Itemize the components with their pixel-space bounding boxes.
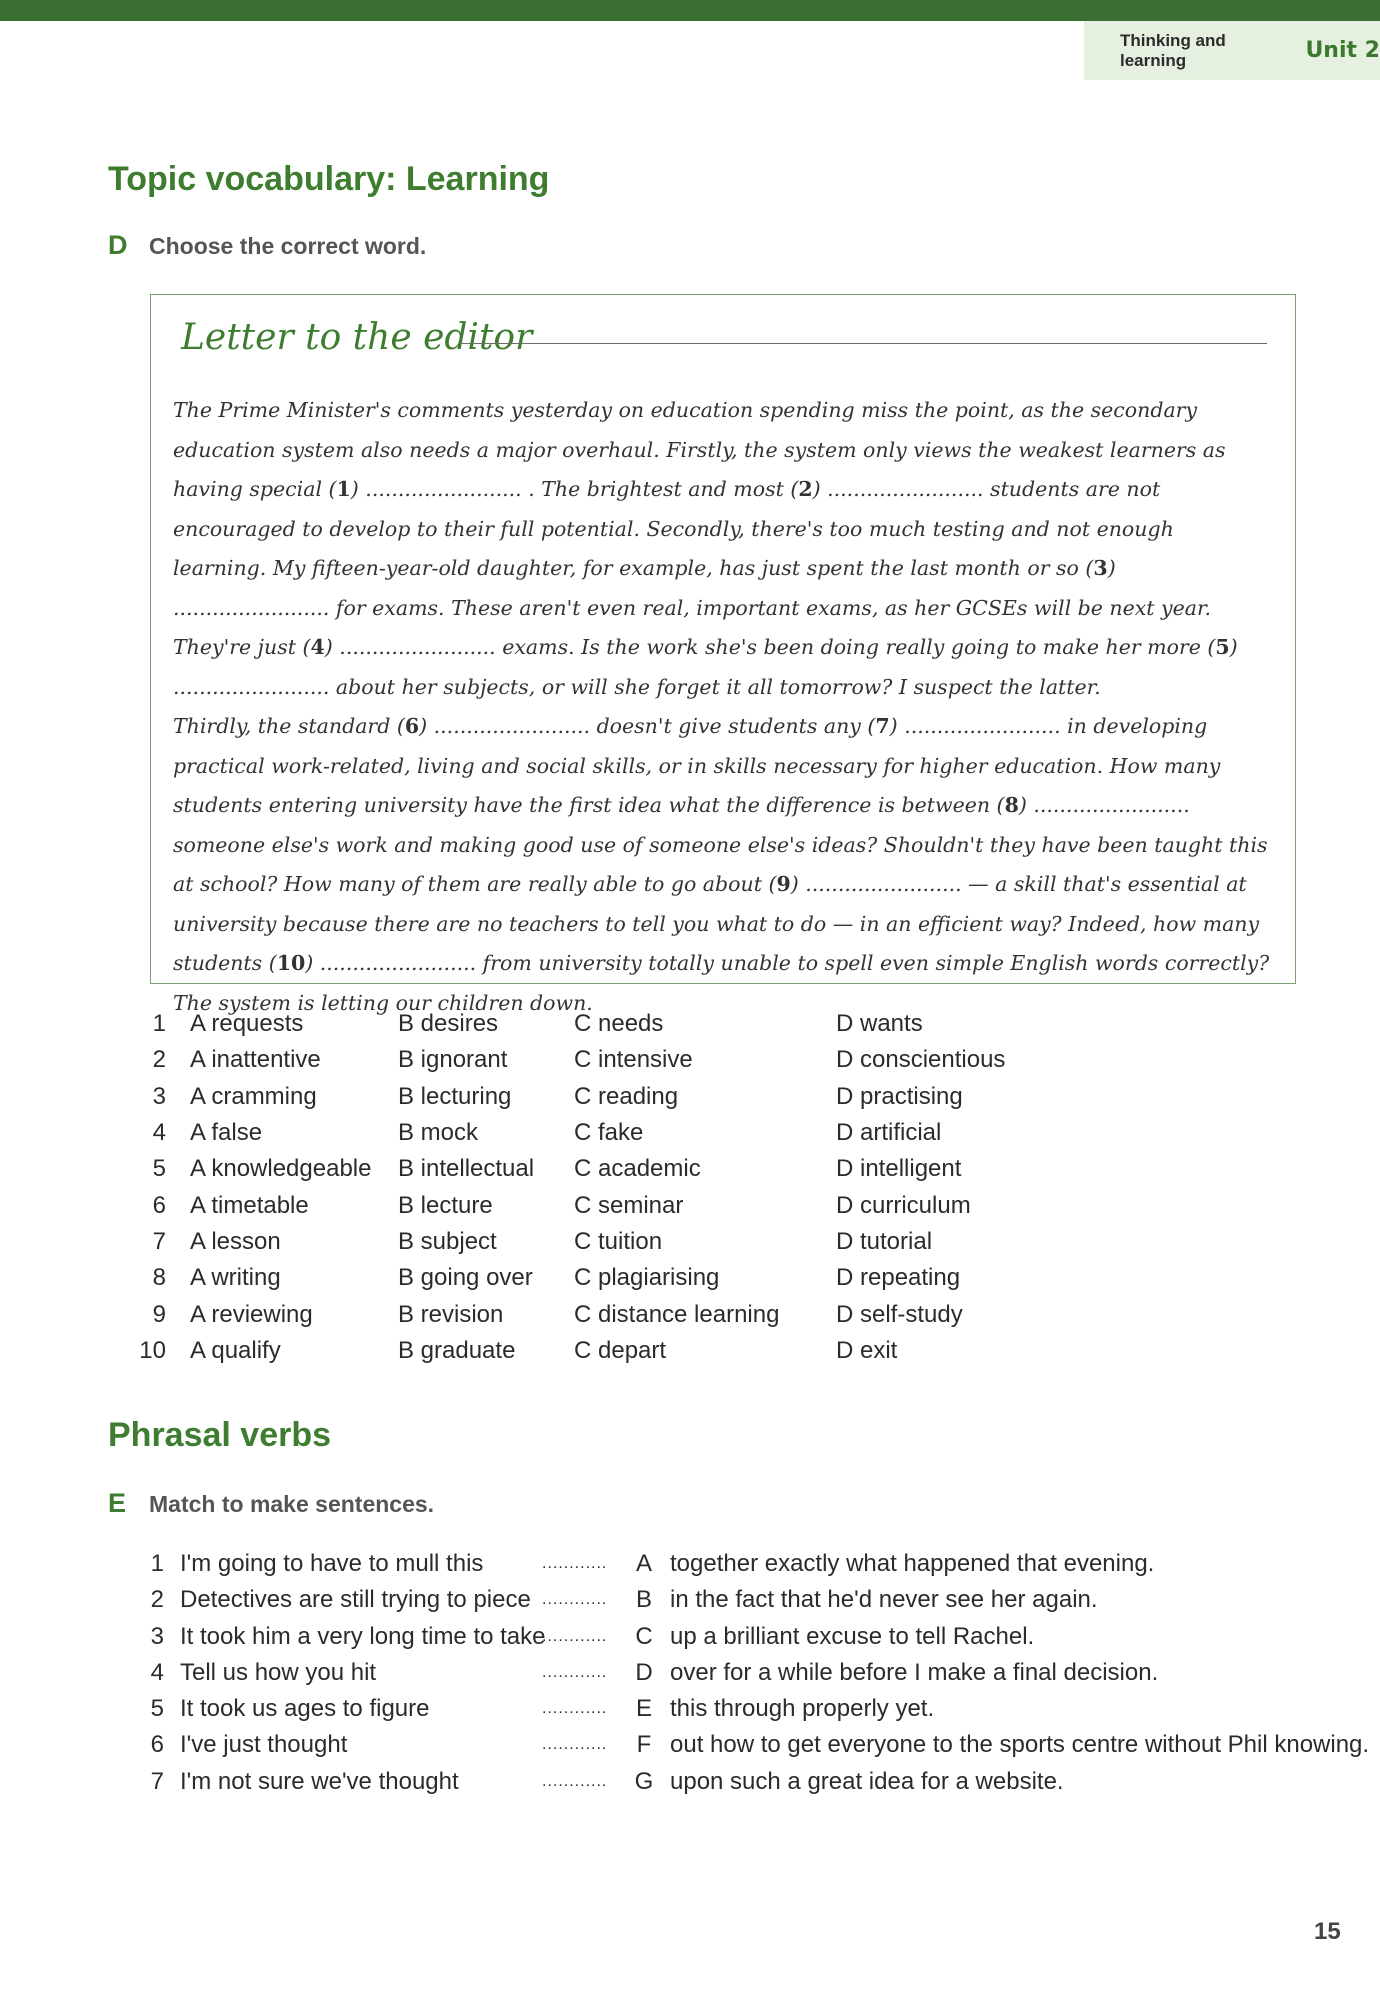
answer-blank: ........................ <box>433 714 591 738</box>
answer-options <box>130 1006 1076 1369</box>
option-b: B subject <box>398 1227 497 1255</box>
option-c: C reading <box>574 1082 679 1110</box>
answer-blank: ........................ <box>365 477 522 501</box>
option-d: D intelligent <box>836 1155 962 1183</box>
match-row: 4 Tell us how you hit ............ D over for a while before I make a final decision. <box>140 1655 1350 1691</box>
match-row: 7 I'm not sure we've thought ............ G upon such a great idea for a website. <box>140 1764 1350 1800</box>
gap-number: 1 <box>336 477 351 501</box>
option-d: D artificial <box>836 1119 942 1147</box>
gap-number: 3 <box>1093 556 1108 580</box>
answer-blank: ............ <box>542 1772 608 1790</box>
gap-number: 2 <box>798 477 813 501</box>
option-a: A false <box>190 1119 263 1147</box>
option-d: D repeating <box>836 1264 961 1292</box>
option-d: D conscientious <box>836 1046 1006 1074</box>
answer-blank: ........................ <box>1033 793 1190 817</box>
option-a: A lesson <box>190 1227 281 1255</box>
exercise-d-heading <box>108 230 426 261</box>
gap-number: 4 <box>310 635 325 659</box>
option-a: A cramming <box>190 1082 317 1110</box>
option-d: D exit <box>836 1336 898 1364</box>
option-b: B ignorant <box>398 1046 508 1074</box>
match-row: 2 Detectives are still trying to piece ............ B in the fact that he'd never see her again. <box>140 1582 1350 1618</box>
option-row: 10 A qualify B graduate C depart D exit <box>130 1333 1076 1369</box>
letter-title: Letter to the editor <box>181 317 533 358</box>
option-b: B intellectual <box>398 1155 535 1183</box>
option-c: C academic <box>574 1155 701 1183</box>
exercise-instruction: Choose the correct word. <box>149 233 427 259</box>
answer-blank: ........................ <box>173 674 330 699</box>
option-c: C fake <box>574 1119 644 1147</box>
match-row: 5 It took us ages to figure ............ E this through properly yet. <box>140 1691 1350 1727</box>
option-row: 4 A false B mock C fake D artificial <box>130 1115 1076 1151</box>
exercise-letter: D <box>108 230 128 260</box>
option-c: C seminar <box>574 1191 684 1219</box>
option-a: A requests <box>190 1010 304 1038</box>
option-row: 1 A requests B desires C needs D wants <box>130 1006 1076 1042</box>
unit-subtitle: Thinking and learning <box>1120 30 1226 70</box>
option-b: B going over <box>398 1264 533 1292</box>
option-d: D curriculum <box>836 1191 971 1219</box>
option-a: A reviewing <box>190 1300 313 1328</box>
unit-header <box>1084 21 1380 80</box>
gap-number: 6 <box>404 714 420 738</box>
option-b: B lecturing <box>398 1082 512 1110</box>
option-row: 5 A knowledgeable B intellectual C academic D intelligent <box>130 1151 1076 1187</box>
answer-blank: ........................ <box>805 872 962 896</box>
option-b: B lecture <box>398 1191 493 1219</box>
unit-label: Unit 2 <box>1305 38 1380 63</box>
sentence-ending: up a brilliant excuse to tell Rachel. <box>670 1622 1035 1650</box>
letter-text <box>173 391 1273 1023</box>
option-a: A knowledgeable <box>190 1155 372 1183</box>
matching-exercise <box>140 1546 1370 1800</box>
option-c: C tuition <box>574 1227 663 1255</box>
option-row: 9 A reviewing B revision C distance learning D self-study <box>130 1296 1076 1332</box>
option-b: B graduate <box>398 1336 516 1364</box>
sentence-ending: upon such a great idea for a website. <box>670 1767 1064 1795</box>
answer-blank: ........................ <box>827 477 984 501</box>
sentence-start: I'm not sure we've thought <box>180 1767 459 1795</box>
match-row: 3 It took him a very long time to take ............ C up a brilliant excuse to tell Rachel. <box>140 1619 1350 1655</box>
sentence-start: I'm going to have to mull this <box>180 1550 484 1577</box>
option-a: A timetable <box>190 1191 309 1219</box>
option-d: D practising <box>836 1082 963 1110</box>
title-rule <box>461 343 1267 344</box>
gap-number: 10 <box>276 951 306 975</box>
option-d: D wants <box>836 1010 923 1038</box>
section-title-phrasal-verbs: Phrasal verbs <box>108 1416 332 1454</box>
answer-blank: ............ <box>542 1627 608 1645</box>
section-title-vocabulary: Topic vocabulary: Learning <box>108 160 550 198</box>
option-c: C plagiarising <box>574 1264 720 1292</box>
option-d: D self-study <box>836 1300 963 1328</box>
option-b: B desires <box>398 1010 499 1038</box>
letter-box <box>150 294 1296 1015</box>
option-row: 8 A writing B going over C plagiarising D repeating <box>130 1260 1076 1296</box>
match-row: 1 I'm going to have to mull this ............ A together exactly what happened that evening. <box>140 1546 1350 1582</box>
top-bar <box>0 0 1380 21</box>
sentence-ending: over for a while before I make a final decision. <box>670 1658 1159 1686</box>
option-row: 3 A cramming B lecturing C reading D practising <box>130 1079 1076 1115</box>
option-row: 7 A lesson B subject C tuition D tutorial <box>130 1224 1076 1260</box>
gap-number: 5 <box>1215 635 1230 659</box>
option-row: 6 A timetable B lecture C seminar D curriculum <box>130 1187 1076 1223</box>
answer-blank: ........................ <box>339 635 496 659</box>
sentence-start: Detectives are still trying to piece <box>180 1586 531 1614</box>
option-c: C intensive <box>574 1046 693 1074</box>
answer-blank: ............ <box>542 1663 608 1681</box>
option-d: D tutorial <box>836 1227 933 1255</box>
option-row: 2 A inattentive B ignorant C intensive D conscientious <box>130 1042 1076 1078</box>
answer-blank: ............ <box>542 1736 608 1754</box>
answer-blank: ............ <box>542 1555 608 1572</box>
exercise-e-heading <box>108 1488 434 1519</box>
option-c: C distance learning <box>574 1300 780 1328</box>
answer-blank: ........................ <box>904 714 1061 738</box>
option-c: C needs <box>574 1010 664 1038</box>
match-row: 6 I've just thought ............ F out how to get everyone to the sports centre without Phil knowing. <box>140 1727 1350 1763</box>
option-a: A writing <box>190 1264 281 1292</box>
sentence-ending: this through properly yet. <box>670 1695 935 1723</box>
sentence-ending: in the fact that he'd never see her again. <box>670 1586 1098 1614</box>
answer-blank: ........................ <box>319 951 477 975</box>
sentence-start: It took us ages to figure <box>180 1695 430 1723</box>
option-a: A qualify <box>190 1336 281 1364</box>
sentence-ending: out how to get everyone to the sports centre without Phil knowing. <box>670 1731 1370 1759</box>
gap-number: 9 <box>776 872 791 896</box>
letter-paragraph: The Prime Minister's comments yesterday on education spending miss the point, as the secondary education system also needs a major overhaul. Firstly, the system only views the weakest learners as having special (1) ........................ . The brightest and most (2) ........................ students are not encouraged to develop to their full potential. Secondly, there's too much testing and not enough learning. My fifteen-year-old daughter, for example, has just spent the last month or so (3) ........................ for exams. These aren't even real, important exams, as her GCSEs will be next year. They're just (4) ........................ exams. Is the work she's been doing really going to make her more (5) ........................ about her subjects, or will she forget it all tomorrow? I suspect the latter. <box>173 398 1238 699</box>
sentence-start: Tell us how you hit <box>180 1658 377 1686</box>
gap-number: 8 <box>1004 793 1019 817</box>
gap-number: 7 <box>875 714 890 738</box>
option-b: B revision <box>398 1300 504 1328</box>
answer-blank: ........................ <box>173 595 330 620</box>
option-c: C depart <box>574 1336 667 1364</box>
exercise-instruction: Match to make sentences. <box>149 1491 435 1517</box>
option-b: B mock <box>398 1119 479 1147</box>
option-a: A inattentive <box>190 1046 321 1074</box>
answer-blank: ............ <box>542 1700 608 1718</box>
sentence-ending: together exactly what happened that evening. <box>670 1550 1155 1577</box>
exercise-letter: E <box>108 1488 127 1518</box>
answer-blank: ............ <box>542 1591 608 1609</box>
sentence-start: It took him a very long time to take <box>180 1622 546 1650</box>
page-number: 15 <box>1314 1918 1341 1945</box>
letter-paragraph: Thirdly, the standard (6) ........................ doesn't give students any (7) ........................ in developing practical work-related, living and social skills, or in skills necessary for higher education. How many students entering university have the first idea what the difference is between (8) ........................ someone else's work and making good use of someone else's ideas? Shouldn't they have been taught this at school? How many of them are really able to go about (9) ........................ — a skill that's essential at university because there are no teachers to tell you what to do — in an efficient way? Indeed, how many students (10) ........................ from university totally unable to spell even simple English words correctly? The system is letting our children down. <box>173 714 1270 1015</box>
sentence-start: I've just thought <box>180 1731 348 1759</box>
